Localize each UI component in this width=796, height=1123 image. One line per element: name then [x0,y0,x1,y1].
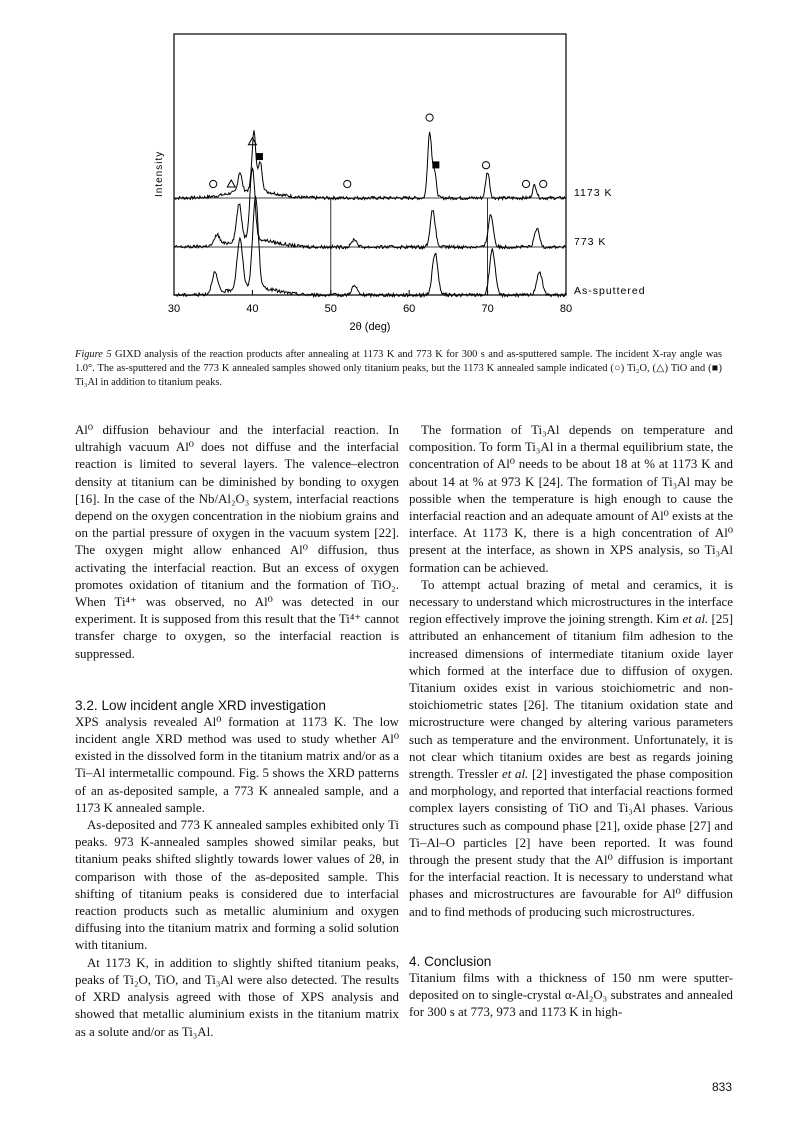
left-paragraph-1: Al⁰ diffusion behaviour and the interfacial reaction. In ultrahigh vacuum Al⁰ does not diffuse and the interfacial reaction is limited to several layers. The valence–electron density at titanium can be diminished by bonding to oxygen [16]. In the case of the Nb/Al₂O₃ system, interfacial reactions depend on the oxygen concentration in the niobium grains and on the partial pressure of oxygen in the vacuum system [22]. The oxygen might allow enhanced Al⁰ diffusion, thus activating the interfacial reaction. But an excess of oxygen promotes oxidation of titanium and the formation of TiO₂. When Ti⁴⁺ was observed, no Al⁰ was detected in our experiment. It is supposed from this result that the Ti⁴⁺ cannot transfer charge to oxygen, so the interfacial reaction is suppressed. [75,423,399,661]
peak-marker-circle-7 [482,162,489,169]
right-paragraph-1: The formation of Ti₃Al depends on temperature and composition. To form Ti₃Al in a thermal equilibrium state, the concentration of Al⁰ needs to be about 18 at % at 1173 K and about 14 at % at 973 K [24]. The formation of Ti₃Al may be possible when the temperature is high enough to cause the interfacial reaction and an adequate amount of Al⁰ exists at the interface. At 1173 K, there is a high concentration of Al⁰ present at the interface, as shown in XPS analysis, so Ti₃Al formation can be achieved. [409,423,733,575]
right-column [409,422,733,1022]
x-tick-label-50: 50 [324,303,337,315]
x-tick-label-60: 60 [403,303,416,315]
figure-caption [75,348,722,390]
left-column [75,422,399,1041]
section-heading-4: 4. Conclusion [409,953,492,969]
p2-post-2: [2] investigated the phase composition and morphology, and reported that interfacial reactions formed complex layers consisting of TiO and Ti₃Al phases. Various structures such as compound phase [21], oxide phase [27] and Ti–Al–O particles [2] have been reported. It was found through the present study that the Al⁰ diffusion is important for the interfacial reaction. It is necessary to understand what phases and microstructures are favourable for Al⁰ diffusion and to find methods of producing such microstructures. [409,767,733,919]
trace-1173-k [174,130,566,199]
peak-marker-triangle-1 [227,180,235,187]
peak-marker-circle-4 [344,180,351,187]
trace-773-k [174,169,566,249]
xrd-chart [140,22,660,342]
peak-marker-square-6 [432,161,439,168]
peak-marker-square-3 [256,153,263,160]
right-paragraph-2 [409,577,733,921]
peak-marker-circle-8 [522,180,529,187]
peak-marker-circle-5 [426,114,433,121]
p2-post: [25] attributed an enhancement of titanium film adhesion to the increased dimensions of intermediate titanium oxide layer which formed at the interface due to diffusion of oxygen. Titanium oxides exist in various stoichiometric and non-stoichiometric states [26]. The titanium oxidation state and microstructure were changed by altering various parameters such as temperature and the environment. Unfortunately, it is not clear which titanium oxides are best as regards joining strength. Tressler [409,612,734,782]
x-tick-label-80: 80 [559,303,573,315]
y-axis-label: Intensity [154,150,165,197]
trace-label-773k: 773 K [574,236,607,248]
p2-pre: To attempt actual brazing of metal and ceramics, it is necessary to understand which microstructures in the interface region effectively improve the joining strength. Kim [409,577,733,627]
plot-frame [174,34,566,295]
figure-caption-text: GIXD analysis of the reaction products after annealing at 1173 K and 773 K for 300 s and as-sputtered sample. The incident X-ray angle was 1.0°. The as-sputtered and the 773 K annealed samples showed only titanium peaks, but the 1173 K annealed sample indicated (○) Ti₂O, (△) TiO and (■) Ti₃Al in addition to titanium peaks. [75,349,722,388]
section-heading-3-2: 3.2. Low incident angle XRD investigation [75,697,326,713]
trace-label-1173k: 1173 K [574,187,613,199]
x-tick-label-40: 40 [246,303,259,315]
p2-etal: et al. [682,612,709,627]
page-number: 833 [711,1080,732,1094]
peak-marker-circle-0 [210,180,217,187]
x-tick-label-70: 70 [481,303,494,315]
right-paragraph-3: Titanium films with a thickness of 150 nm were sputter-deposited on to single-crystal α-Al₂O₃ substrates and annealed for 300 s at 773, 973 and 1173 K in high- [409,970,733,1020]
trace-label-as-sputtered: As-sputtered [574,285,646,297]
left-paragraph-4: At 1173 K, in addition to slightly shifted titanium peaks, peaks of Ti₂O, TiO, and Ti₃Al were also detected. The results of XRD analysis agreed with those of XPS analysis and showed that metallic aluminium exists in the titanium matrix as a solute and/or as Ti₃Al. [75,955,399,1039]
x-tick-label-30: 30 [167,303,181,315]
figure-caption-label: Figure 5 [75,349,112,360]
p2-etal-2: et al. [502,767,529,782]
xrd-figure [140,22,660,342]
left-paragraph-3: As-deposited and 773 K annealed samples exhibited only Ti peaks. 973 K-annealed samples showed similar peaks, but titanium peaks shifted slightly towards lower values of 2θ, in comparison with those of the as-deposited sample. This shifting of titanium peaks is considered due to interfacial reaction products such as metallic aluminium and oxygen diffusing into the titanium matrix and forming a solid solution with titanium. [75,818,399,953]
x-axis-label: 2θ (deg) [349,321,391,333]
peak-marker-circle-9 [540,180,547,187]
left-paragraph-2: XPS analysis revealed Al⁰ formation at 1173 K. The low incident angle XRD method was used to study whether Al⁰ existed in the dissolved form in the titanium matrix and/or as a Ti–Al intermetallic compound. Fig. 5 shows the XRD patterns of an as-deposited sample, a 773 K annealed sample, and a 1173 K annealed sample. [75,714,399,815]
